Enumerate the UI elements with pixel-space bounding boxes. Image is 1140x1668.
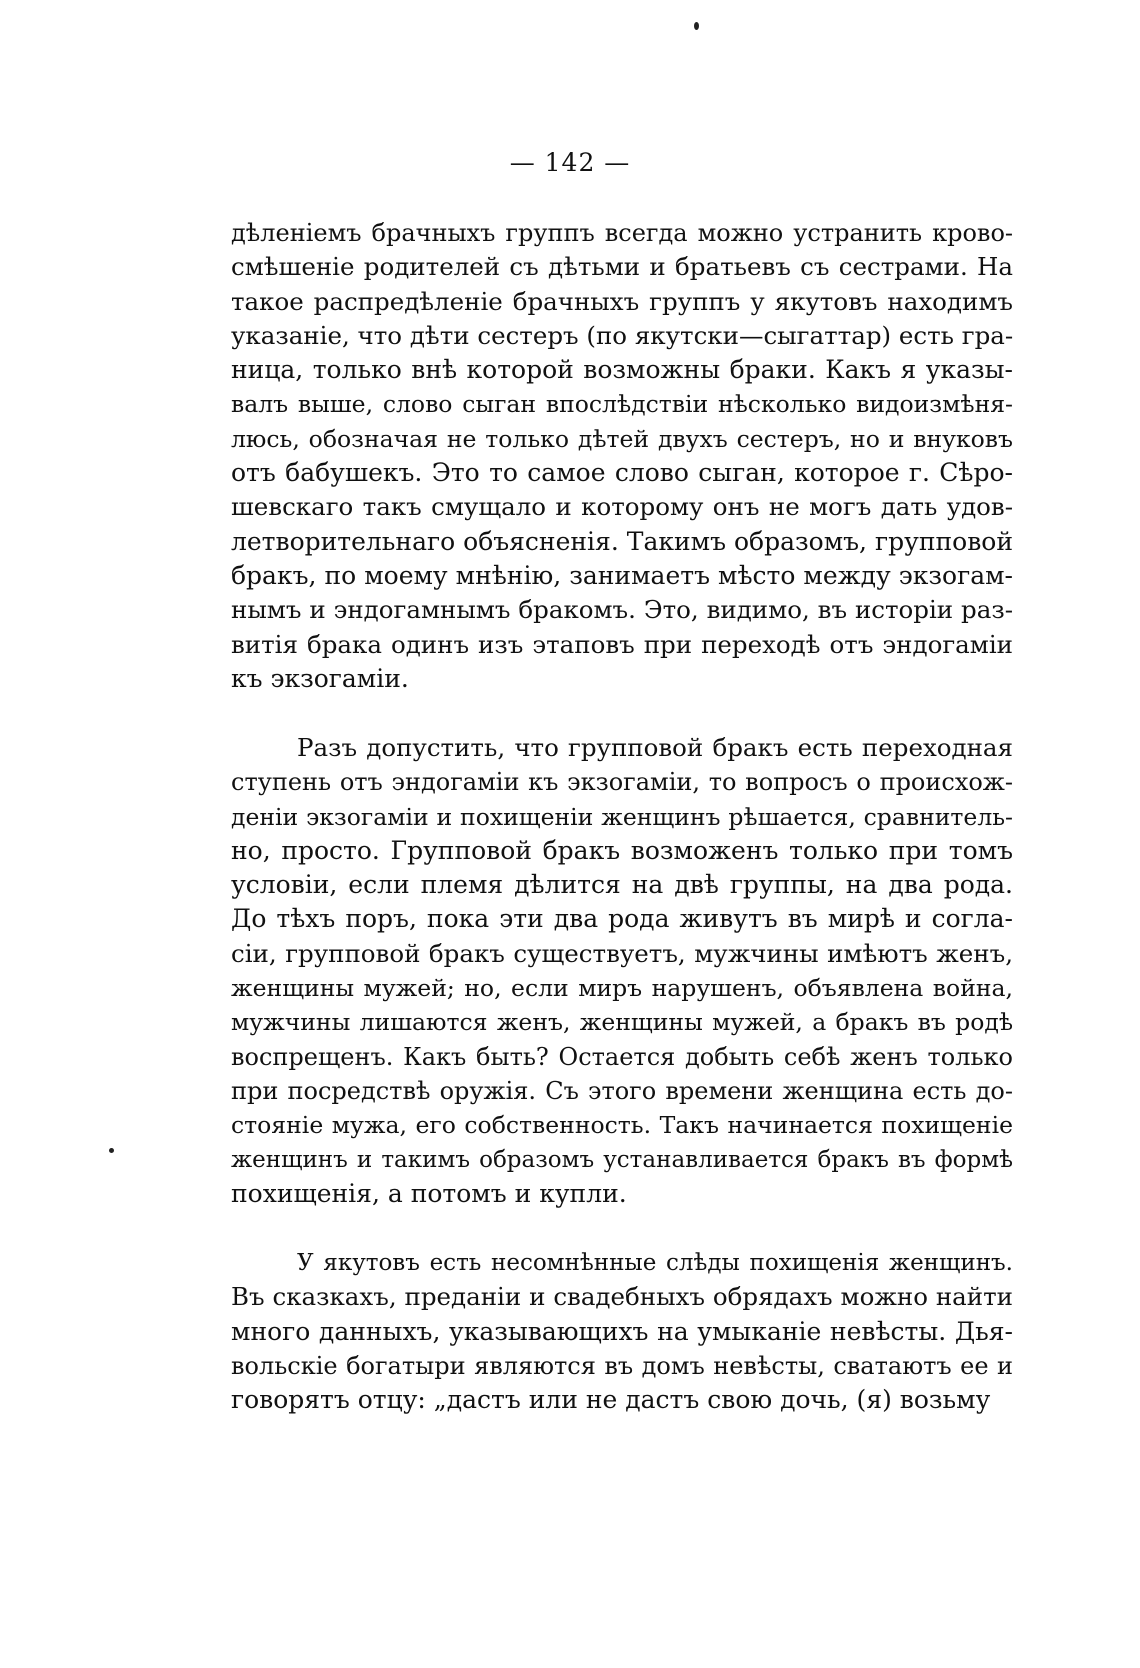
text-line: витія брака одинъ изъ этаповъ при переходѣ отъ эндогаміи (231, 629, 1013, 659)
text-line: бракъ, по моему мнѣнію, занимаетъ мѣсто между экзогам- (231, 560, 1013, 590)
text-line: Въ сказкахъ, преданіи и свадебныхъ обрядахъ можно найти (231, 1282, 1013, 1312)
text-line: люсь, обозначая не только дѣтей двухъ сестеръ, но и внуковъ (231, 424, 1013, 453)
text-line: много данныхъ, указывающихъ на умыканіе невѣсты. Дья- (231, 1316, 1013, 1346)
ink-speck-top (694, 22, 699, 30)
text-line: ступень отъ эндогаміи къ экзогаміи, то вопросъ о происхож- (231, 768, 1013, 797)
page-number: — 142 — (509, 148, 631, 177)
text-line: къ экзогаміи. (231, 663, 409, 693)
text-line: воспрещенъ. Какъ быть? Остается добыть себѣ женъ только (231, 1042, 1013, 1071)
text-line: отъ бабушекъ. Это то самое слово сыган, которое г. Сѣро- (231, 458, 1013, 488)
text-line: вольскіе богатыри являются въ домъ невѣсты, сватаютъ ее и (231, 1351, 1013, 1380)
text-line: условіи, если племя дѣлится на двѣ группы, на два рода. (231, 870, 1013, 900)
text-line: У якутовъ есть несомнѣнные слѣды похищенія женщинъ. (297, 1250, 1013, 1276)
text-line: Разъ допустить, что групповой бракъ есть переходная (297, 733, 1013, 762)
paragraph-1 (231, 216, 1013, 696)
paragraph-3 (231, 1246, 1013, 1417)
text-line: стояніе мужа, его собственность. Такъ начинается похищеніе (231, 1111, 1013, 1140)
text-line: деніи экзогаміи и похищеніи женщинъ рѣшается, сравнитель- (231, 802, 1013, 831)
text-line: дѣленіемъ брачныхъ группъ всегда можно устранить крово- (231, 219, 1013, 247)
text-line: мужчины лишаются женъ, женщины мужей, а бракъ въ родѣ (231, 1008, 1013, 1037)
text-line: женщины мужей; но, если миръ нарушенъ, объявлена война, (231, 974, 1013, 1003)
text-line: нымъ и эндогамнымъ бракомъ. Это, видимо, въ исторіи раз- (231, 595, 1013, 625)
text-line: указаніе, что дѣти сестеръ (по якутски—сыгаттар) есть гра- (231, 320, 1014, 350)
text-line: но, просто. Групповой бракъ возможенъ только при томъ (231, 835, 1013, 865)
text-line: женщинъ и такимъ образомъ устанавливается бракъ въ формѣ (231, 1146, 1013, 1173)
text-line: валъ выше, слово сыган впослѣдствіи нѣсколько видоизмѣня- (231, 390, 1013, 419)
text-line: сіи, групповой бракъ существуетъ, мужчины имѣютъ женъ, (231, 938, 1013, 968)
text-line: смѣшеніе родителей съ дѣтьми и братьевъ съ сестрами. На (231, 252, 1013, 282)
text-line: ница, только внѣ которой возможны браки. Какъ я указы- (231, 355, 1013, 385)
paragraph-2 (231, 731, 1013, 1211)
text-line: при посредствѣ оружія. Съ этого времени женщина есть до- (231, 1076, 1013, 1105)
text-line: похищенія, а потомъ и купли. (231, 1178, 627, 1208)
text-line: говорятъ отцу: „дастъ или не дастъ свою дочь, (я) возьму (231, 1385, 991, 1415)
text-line: такое распредѣленіе брачныхъ группъ у якутовъ находимъ (231, 286, 1013, 316)
text-line: До тѣхъ поръ, пока эти два рода живутъ въ мирѣ и согла- (231, 904, 1013, 934)
ink-speck-left (109, 1148, 114, 1153)
text-line: шевскаго такъ смущало и которому онъ не могъ дать удов- (231, 492, 1013, 522)
text-line: летворительнаго объясненія. Такимъ образомъ, групповой (231, 526, 1013, 556)
